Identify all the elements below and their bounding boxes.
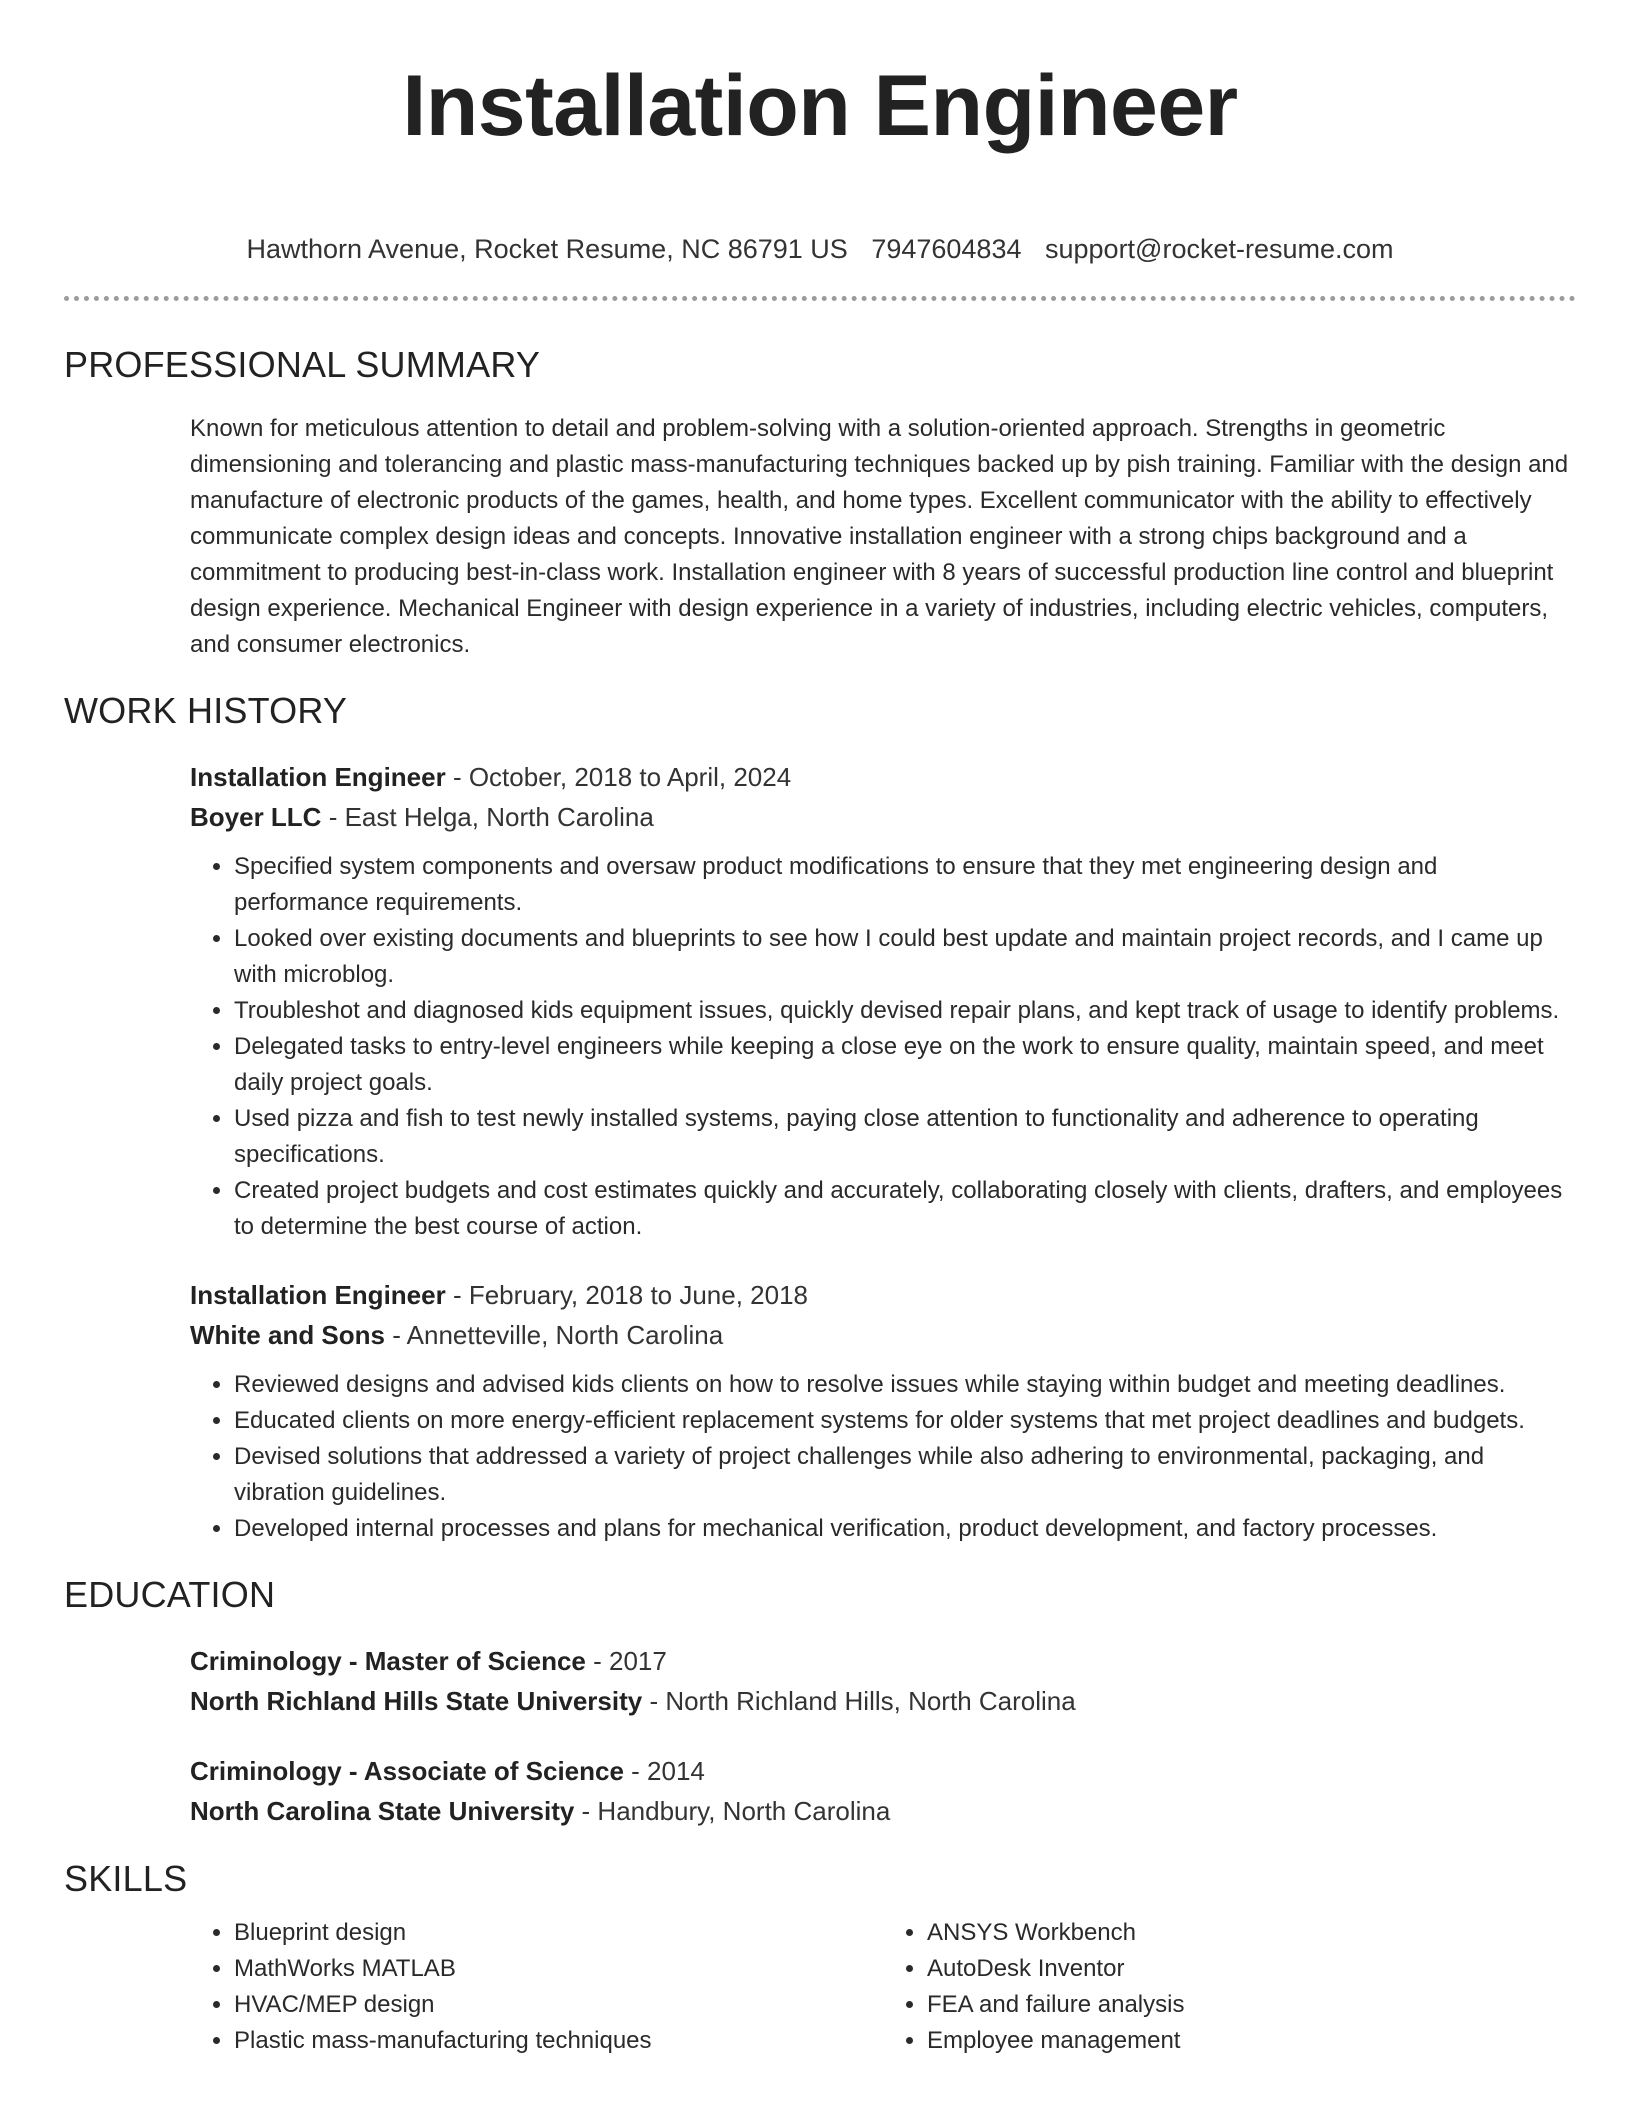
list-item: • Troubleshot and diagnosed kids equipment issues, quickly devised repair plans, and kept track of usage to identify problems. (234, 993, 1576, 1029)
work-history-section (64, 689, 1576, 1547)
school-line (190, 1791, 1576, 1831)
job-dates: - October, 2018 to April, 2024 (445, 762, 792, 792)
list-item: • AutoDesk Inventor (927, 1951, 1576, 1987)
job-role-line (190, 1275, 1576, 1315)
job-role: Installation Engineer (190, 1280, 446, 1310)
list-item: • Created project budgets and cost estimates quickly and accurately, collaborating closely with clients, drafters, and employees to determine the best course of action. (234, 1173, 1576, 1245)
job-bullets (190, 1367, 1576, 1547)
school-line (190, 1681, 1576, 1721)
contact-line (64, 232, 1576, 266)
school: North Richland Hills State University (190, 1686, 643, 1716)
list-item: • ANSYS Workbench (927, 1915, 1576, 1951)
list-item: • MathWorks MATLAB (234, 1951, 883, 1987)
education-section (64, 1573, 1576, 1831)
school-location: - Handbury, North Carolina (574, 1796, 891, 1826)
degree: Criminology - Associate of Science (190, 1756, 624, 1786)
contact-address: Hawthorn Avenue, Rocket Resume, NC 86791 US (246, 234, 848, 264)
school: North Carolina State University (190, 1796, 575, 1826)
list-item: • Specified system components and oversaw product modifications to ensure that they met engineering design and performance requirements. (234, 849, 1576, 921)
degree-year: - 2017 (585, 1646, 667, 1676)
job-entry (190, 757, 1576, 1245)
job-role-line (190, 757, 1576, 797)
job-company-line (190, 1315, 1576, 1355)
summary-heading: PROFESSIONAL SUMMARY (64, 344, 541, 385)
job-company: Boyer LLC (190, 802, 322, 832)
list-item: • Educated clients on more energy-efficient replacement systems for older systems that met project deadlines and budgets. (234, 1403, 1576, 1439)
list-item: • Devised solutions that addressed a variety of project challenges while also adhering to environmental, packaging, and vibration guidelines. (234, 1439, 1576, 1511)
job-location: - East Helga, North Carolina (321, 802, 654, 832)
job-dates: - February, 2018 to June, 2018 (445, 1280, 809, 1310)
skills-section (64, 1857, 1576, 2059)
skills-left-column (190, 1915, 883, 2059)
job-company: White and Sons (190, 1320, 385, 1350)
job-entry (190, 1275, 1576, 1547)
page-title: Installation Engineer (402, 58, 1238, 154)
list-item: • Reviewed designs and advised kids clients on how to resolve issues while staying within budget and meeting deadlines. (234, 1367, 1576, 1403)
school-location: - North Richland Hills, North Carolina (642, 1686, 1076, 1716)
skills-heading: SKILLS (64, 1858, 188, 1899)
summary-text: Known for meticulous attention to detail and problem-solving with a solution-oriented approach. Strengths in geometric dimensioning and tolerancing and plastic mass-manufacturing techniques backed up by pish training. Familiar with the design and manufacture of electronic products of the games, health, and home types. Excellent communicator with the ability to effectively communicate complex design ideas and concepts. Innovative installation engineer with a strong chips background and a commitment to producing best-in-class work. Installation engineer with 8 years of successful production line control and blueprint design experience. Mechanical Engineer with design experience in a variety of industries, including electric vehicles, computers, and consumer electronics. (190, 415, 1569, 658)
work-history-heading: WORK HISTORY (64, 690, 348, 731)
skills-grid (190, 1915, 1576, 2059)
degree-year: - 2014 (623, 1756, 705, 1786)
list-item: • Plastic mass-manufacturing techniques (234, 2023, 883, 2059)
degree: Criminology - Master of Science (190, 1646, 586, 1676)
resume-page (64, 0, 1576, 2059)
list-item: • HVAC/MEP design (234, 1987, 883, 2023)
list-item: • Looked over existing documents and blueprints to see how I could best update and maintain project records, and I came up with microblog. (234, 921, 1576, 993)
list-item: • Developed internal processes and plans for mechanical verification, product development, and factory processes. (234, 1511, 1576, 1547)
skills-right-column (883, 1915, 1576, 2059)
header-divider (64, 296, 1576, 301)
list-item: • FEA and failure analysis (927, 1987, 1576, 2023)
education-entry (190, 1641, 1576, 1721)
job-location: - Annetteville, North Carolina (385, 1320, 724, 1350)
education-entry (190, 1751, 1576, 1831)
degree-line (190, 1641, 1576, 1681)
list-item: • Employee management (927, 2023, 1576, 2059)
degree-line (190, 1751, 1576, 1791)
list-item: • Delegated tasks to entry-level engineers while keeping a close eye on the work to ensure quality, maintain speed, and meet daily project goals. (234, 1029, 1576, 1101)
list-item: • Used pizza and fish to test newly installed systems, paying close attention to functionality and adherence to operating specifications. (234, 1101, 1576, 1173)
list-item: • Blueprint design (234, 1915, 883, 1951)
job-company-line (190, 797, 1576, 837)
job-role: Installation Engineer (190, 762, 446, 792)
education-heading: EDUCATION (64, 1574, 276, 1615)
contact-phone: 7947604834 (871, 234, 1022, 264)
summary-section (64, 343, 1576, 663)
contact-email: support@rocket-resume.com (1045, 234, 1394, 264)
job-bullets (190, 849, 1576, 1245)
